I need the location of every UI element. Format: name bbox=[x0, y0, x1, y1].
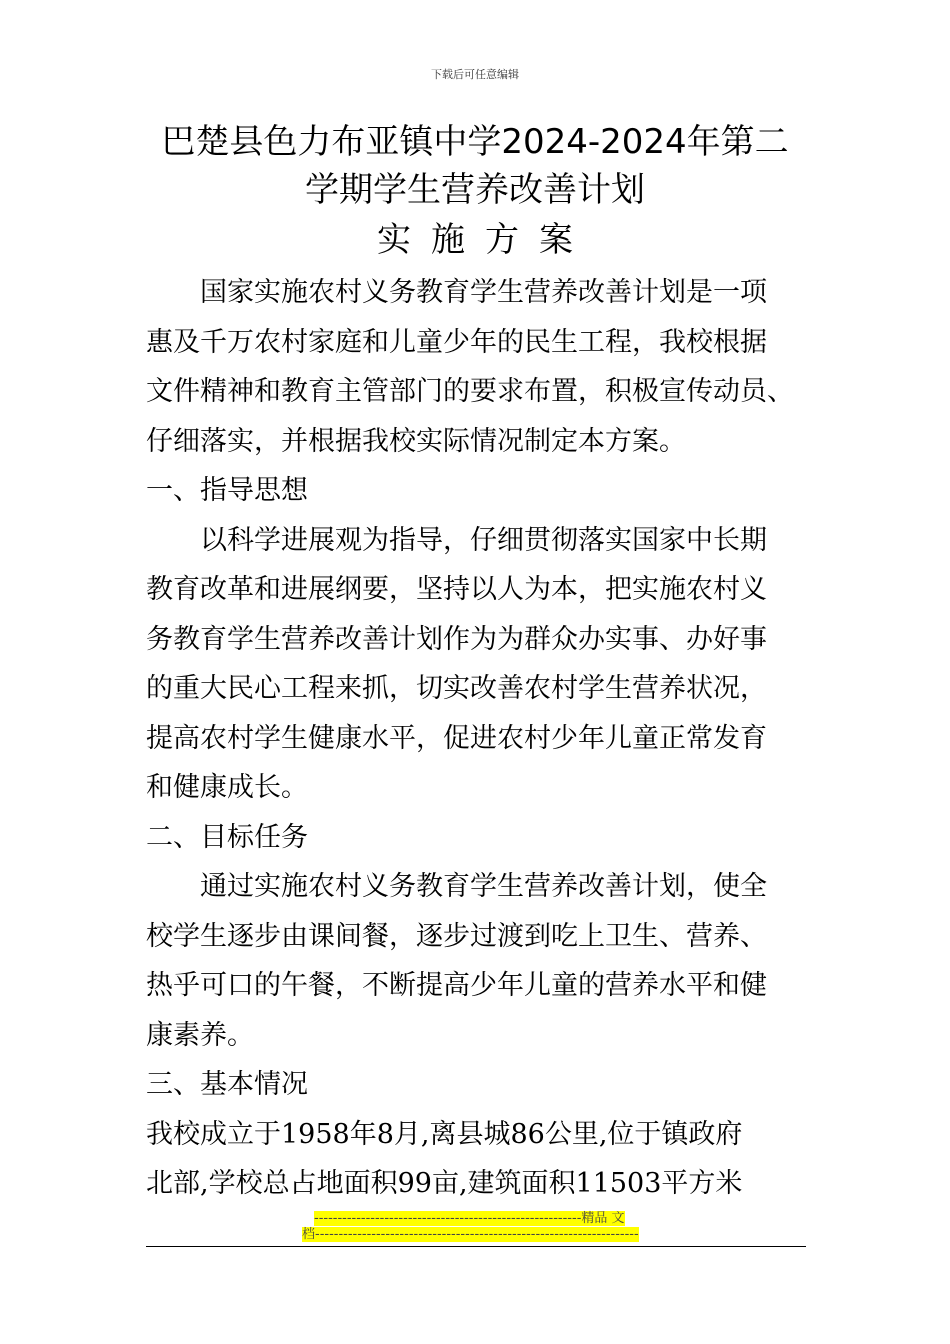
body-line: 务教育学生营养改善计划作为为群众办实事、办好事 bbox=[146, 623, 767, 655]
body-line: 文件精神和教育主管部门的要求布置，积极宣传动员、 bbox=[146, 376, 794, 407]
body-line: 通过实施农村义务教育学生营养改善计划，使全 bbox=[200, 871, 767, 902]
section-heading: 一、指导思想 bbox=[146, 475, 308, 506]
body-line: 国家实施农村义务教育学生营养改善计划是一项 bbox=[200, 277, 767, 308]
body-line: 北部,学校总占地面积99亩,建筑面积11503平方米 bbox=[146, 1168, 743, 1199]
body-line: 以科学进展观为指导，仔细贯彻落实国家中长期 bbox=[200, 524, 767, 556]
body-line: 惠及千万农村家庭和儿童少年的民生工程，我校根据 bbox=[146, 326, 767, 358]
section-heading: 三、基本情况 bbox=[146, 1069, 308, 1100]
footer-watermark-text-1: ---------------------------------------------------------精品 文 bbox=[314, 1211, 625, 1226]
body-line: 的重大民心工程来抓，切实改善农村学生营养状况， bbox=[146, 673, 767, 704]
body-line: 我校成立于1958年8月,离县城86公里,位于镇政府 bbox=[146, 1118, 743, 1150]
body-line: 校学生逐步由课间餐，逐步过渡到吃上卫生、营养、 bbox=[146, 920, 767, 952]
body-line: 和健康成长。 bbox=[146, 772, 308, 803]
document-title-line-3: 实施方案 bbox=[377, 220, 593, 260]
footer-watermark-line-2 bbox=[0, 1227, 950, 1243]
document-body bbox=[146, 268, 810, 1209]
body-line: 仔细落实，并根据我校实际情况制定本方案。 bbox=[146, 425, 686, 457]
body-line: 提高农村学生健康水平，促进农村少年儿童正常发育 bbox=[146, 722, 767, 754]
header-note: 下载后可任意编辑 bbox=[431, 68, 519, 81]
body-line: 热乎可口的午餐，不断提高少年儿童的营养水平和健 bbox=[146, 970, 767, 1001]
document-title-line-2: 学期学生营养改善计划 bbox=[305, 170, 645, 210]
section-heading: 二、目标任务 bbox=[146, 821, 308, 853]
body-line: 康素养。 bbox=[146, 1019, 254, 1051]
document-title-line-1: 巴楚县色力布亚镇中学2024-2024年第二 bbox=[161, 122, 789, 162]
body-line: 教育改革和进展纲要，坚持以人为本，把实施农村义 bbox=[146, 574, 767, 605]
footer-watermark-line-1 bbox=[0, 1211, 950, 1227]
footer-watermark-text-2: 档--------------------------------------------------------------------- bbox=[302, 1227, 639, 1242]
footer-divider bbox=[146, 1246, 806, 1247]
